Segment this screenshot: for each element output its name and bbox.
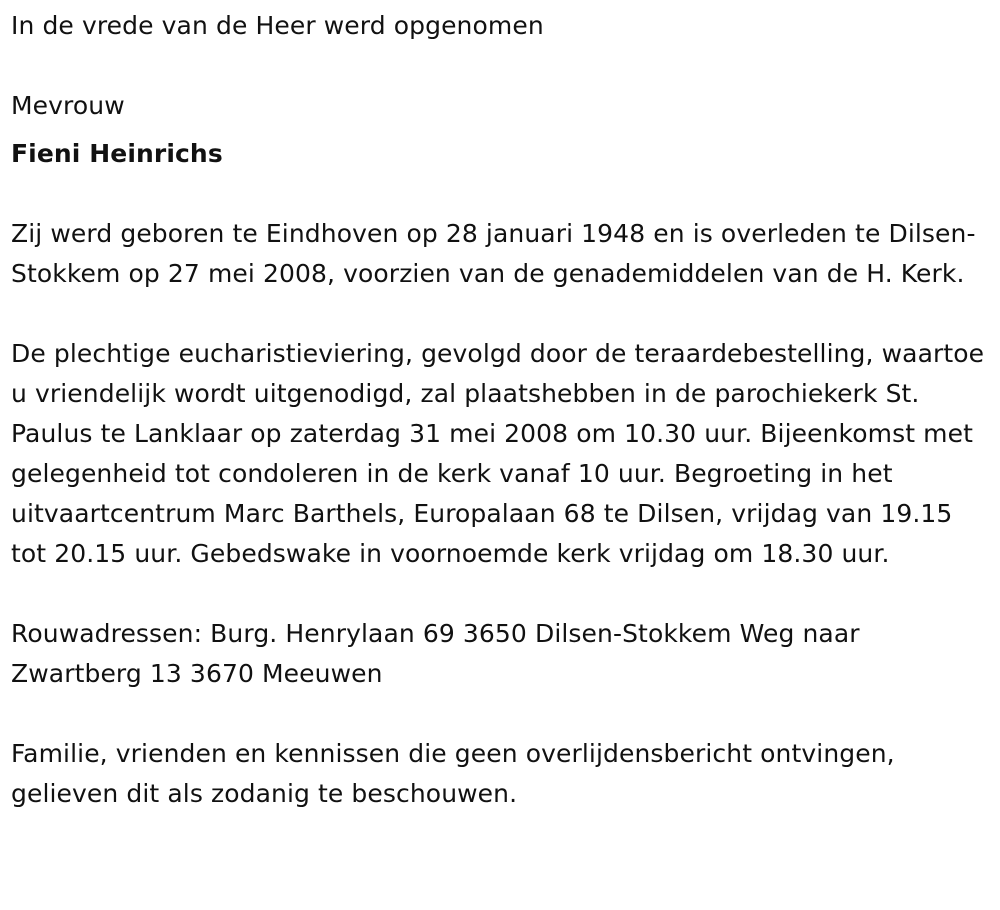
birth-death-paragraph: Zij werd geboren te Eindhoven op 28 januari 1948 en is overleden te Dilsen-Stokkem op 27 mei 2008, voorzien van de genademiddelen van de H. Kerk.	[11, 219, 976, 288]
obituary-notice	[11, 6, 991, 814]
intro-text: In de vrede van de Heer werd opgenomen	[11, 11, 544, 40]
ceremony-paragraph: De plechtige eucharistieviering, gevolgd door de teraardebestelling, waartoe u vriendelijk wordt uitgenodigd, zal plaatshebben in de parochiekerk St. Paulus te Lanklaar op zaterdag 31 mei 2008 om 10.30 uur. Bijeenkomst met gelegenheid tot condoleren in de kerk vanaf 10 uur. Begroeting in het uitvaartcentrum Marc Barthels, Europalaan 68 te Dilsen, vrijdag van 19.15 tot 20.15 uur. Gebedswake in voornoemde kerk vrijdag om 18.30 uur.	[11, 339, 985, 568]
closing-paragraph: Familie, vrienden en kennissen die geen overlijdensbericht ontvingen, gelieven dit als zodanig te beschouwen.	[11, 739, 895, 808]
salutation-text: Mevrouw	[11, 91, 125, 120]
addresses-paragraph: Rouwadressen: Burg. Henrylaan 69 3650 Dilsen-Stokkem Weg naar Zwartberg 13 3670 Meeuwen	[11, 619, 860, 688]
deceased-name: Fieni Heinrichs	[11, 139, 223, 168]
